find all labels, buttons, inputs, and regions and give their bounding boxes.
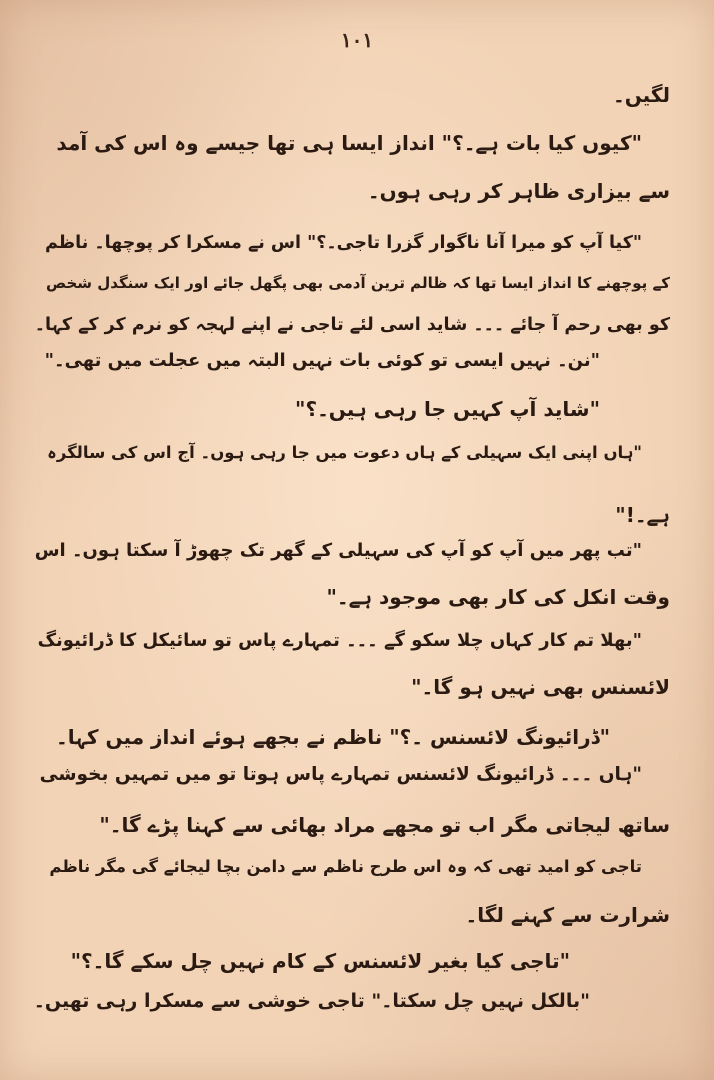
page-number: ۱۰۱: [340, 28, 374, 52]
text-line: شرارت سے کہنے لگا۔: [465, 903, 670, 927]
text-line: کے پوچھنے کا انداز ایسا تھا کہ ظالم ترین آدمی بھی پگھل جائے اور ایک سنگدل شخص: [46, 274, 670, 292]
text-line: "نن۔ نہیں ایسی تو کوئی بات نہیں البتہ میں عجلت میں تھی۔": [44, 350, 600, 371]
text-line: "کیوں کیا بات ہے۔؟" انداز ایسا ہی تھا جیسے وہ اس کی آمد: [56, 131, 642, 155]
text-line: "ڈرائیونگ لائسنس ۔؟" ناظم نے بجھے ہوئے انداز میں کہا۔: [55, 725, 610, 749]
text-line: ساتھ لیجاتی مگر اب تو مجھے مراد بھائی سے کہنا پڑے گا۔": [99, 813, 670, 837]
text-line: تاجی کو امید تھی کہ وہ اس طرح ناظم سے دامن بچا لیجائے گی مگر ناظم: [49, 857, 642, 876]
text-line: "ہاں ۔۔۔ ڈرائیونگ لائسنس تمہارے پاس ہوتا تو میں تمہیں بخوشی: [39, 764, 642, 785]
text-line: وقت انکل کی کار بھی موجود ہے۔": [326, 585, 670, 609]
text-line: کو بھی رحم آ جائے ۔۔۔ شاید اسی لئے تاجی نے اپنے لہجہ کو نرم کر کے کہا۔: [34, 315, 670, 335]
text-line: "تاجی کیا بغیر لائسنس کے کام نہیں چل سکے گا۔؟": [70, 949, 570, 973]
text-line: "تب پھر میں آپ کو آپ کی سہیلی کے گھر تک چھوڑ آ سکتا ہوں۔ اس: [34, 540, 642, 561]
text-line: "کیا آپ کو میرا آنا ناگوار گزرا تاجی۔؟" اس نے مسکرا کر پوچھا۔ ناظم: [44, 233, 642, 253]
text-line: سے بیزاری ظاہر کر رہی ہوں۔: [367, 179, 670, 203]
text-line: لائسنس بھی نہیں ہو گا۔": [411, 675, 670, 699]
text-line: "بھلا تم کار کہاں چلا سکو گے ۔۔۔ تمہارے پاس تو سائیکل کا ڈرائیونگ: [37, 630, 642, 651]
text-line: ہے۔!": [615, 503, 670, 527]
text-line: "ہاں اپنی ایک سہیلی کے ہاں دعوت میں جا رہی ہوں۔ آج اس کی سالگرہ: [47, 443, 642, 462]
text-line: "بالکل نہیں چل سکتا۔" تاجی خوشی سے مسکرا رہی تھیں۔: [33, 990, 590, 1012]
text-line: "شاید آپ کہیں جا رہی ہیں۔؟": [295, 397, 600, 421]
text-line: لگیں۔: [612, 83, 670, 107]
